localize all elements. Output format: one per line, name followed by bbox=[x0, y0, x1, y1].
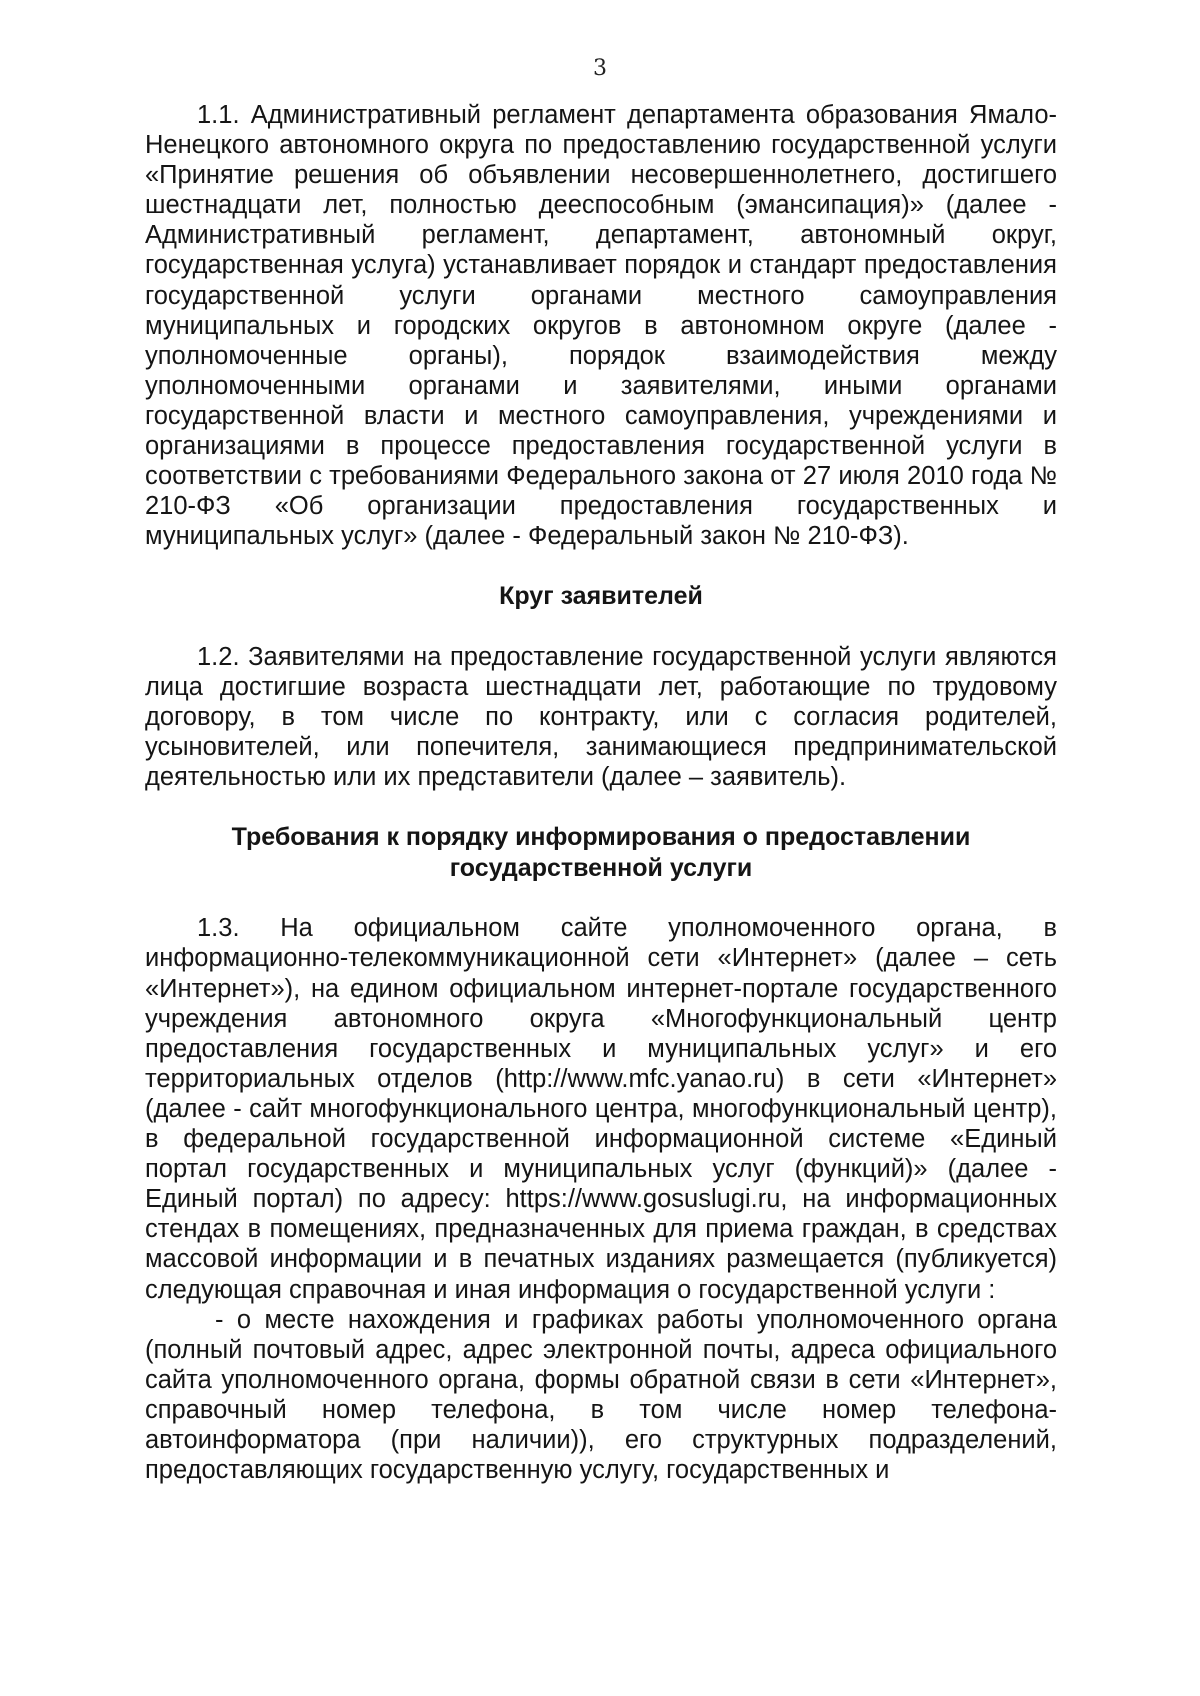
section-heading-information-line-2: государственной услуги bbox=[449, 853, 753, 882]
spacer bbox=[145, 551, 1057, 581]
document-body bbox=[145, 100, 1057, 1485]
section-heading-applicants: Круг заявителей bbox=[499, 582, 703, 611]
paragraph-1-3: 1.3. На официальном сайте уполномоченного органа, в информационно-телекоммуникационной сети «Интернет» (далее – сеть «Интернет»), на едином официальном интернет-портале государственного учреждения автономного округа «Многофункциональный центр предоставления государственных и муниципальных услуг» и его территориальных отделов (http://www.mfc.yanao.ru) в сети «Интернет» (далее - сайт многофункционального центра, многофункциональный центр), в федеральной государственной информационной системе «Единый портал государственных и муниципальных услуг (функций)» (далее - Единый портал) по адресу: https://www.gosuslugi.ru, на информационных стендах в помещениях, предназначенных для приема граждан, в средствах массовой информации и в печатных изданиях размещается (публикуется) следующая справочная и иная информация о государственной услуги : bbox=[145, 914, 1057, 1304]
paragraph-1-1: 1.1. Административный регламент департамента образования Ямало-Ненецкого автономного округа по предоставлению государственной услуги «Принятие решения об объявлении несовершеннолетнего, достигшего шестнадцати лет, полностью дееспособным (эмансипация)» (далее - Административный регламент, департамент, автономный округ, государственная услуга) устанавливает порядок и стандарт предоставления государственной услуги органами местного самоуправления муниципальных и городских округов в автономном округе (далее - уполномоченные органы), порядок взаимодействия между уполномоченными органами и заявителями, иными органами государственной власти и местного самоуправления, учреждениями и организациями в процессе предоставления государственной услуги в соответствии с требованиями Федерального закона от 27 июля 2010 года № 210-ФЗ «Об организации предоставления государственных и муниципальных услуг» (далее - Федеральный закон № 210-ФЗ). bbox=[145, 101, 1057, 551]
spacer bbox=[145, 612, 1057, 642]
spacer bbox=[145, 792, 1057, 822]
spacer bbox=[145, 883, 1057, 913]
paragraph-1-2: 1.2. Заявителями на предоставление государственной услуги являются лица достигшие возраста шестнадцати лет, работающие по трудовому договору, в том числе по контракту, или с согласия родителей, усыновителей, или попечителя, занимающиеся предпринимательской деятельностью или их представители (далее – заявитель). bbox=[145, 642, 1057, 792]
list-item-location-schedule: - о месте нахождения и графиках работы уполномоченного органа (полный почтовый адрес, адрес электронной почты, адреса официального сайта уполномоченного органа, формы обратной связи в сети «Интернет», справочный номер телефона, в том числе номер телефона-автоинформатора (при наличии)), его структурных подразделений, предоставляющих государственную услугу, государственных и bbox=[145, 1305, 1057, 1485]
page-number: 3 bbox=[593, 56, 607, 81]
section-heading-information-line-1: Требования к порядку информирования о предоставлении bbox=[231, 823, 971, 852]
